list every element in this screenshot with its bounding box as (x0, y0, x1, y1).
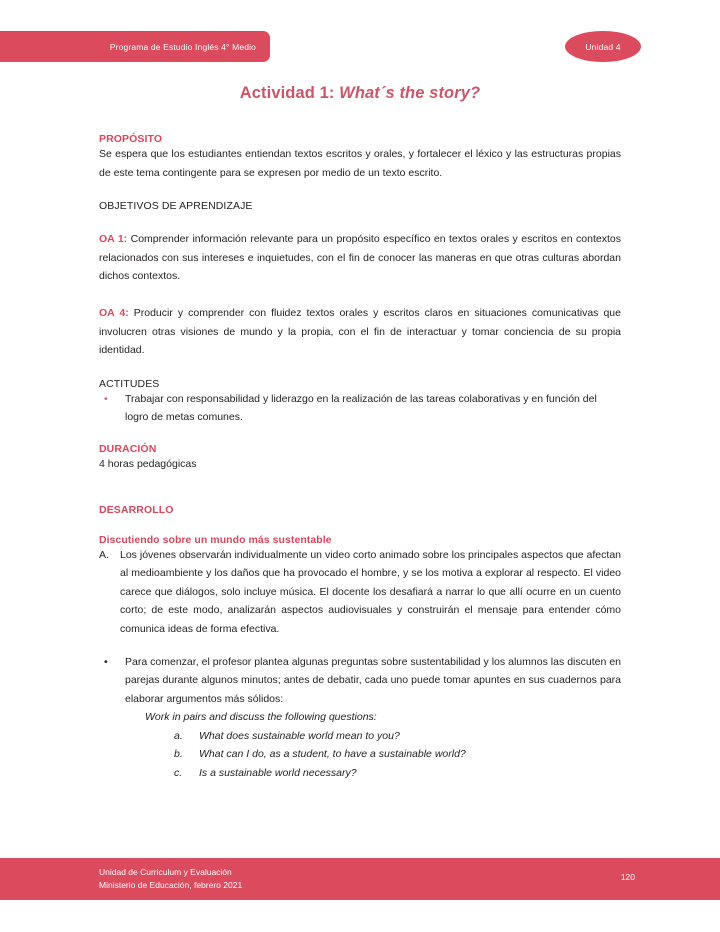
page-header (0, 0, 720, 70)
objetivo-item-oa1 (99, 230, 621, 286)
objetivo-item-oa4 (99, 304, 621, 360)
actitudes-list-item (99, 390, 621, 427)
item-bullet-text: Para comenzar, el profesor plantea algunas preguntas sobre sustentabilidad y los alumnos las discuten en parejas durante algunos minutos; antes de debatir, cada uno puede tomar apuntes en sus cuadernos para elaborar argumentos más sólidos: (125, 655, 621, 705)
footer-line-1: Unidad de Curriculum y Evaluación (99, 867, 232, 877)
section-label-desarrollo: DESARROLLO (99, 503, 174, 516)
unit-badge-label: Unidad 4 (585, 41, 621, 52)
question-item-b (174, 745, 621, 764)
question-b-text: What can I do, as a student, to have a sustainable world? (199, 748, 466, 761)
desarrollo-item-a (99, 546, 621, 639)
oa1-tag: OA 1: (99, 233, 128, 246)
question-c-text: Is a sustainable world necessary? (199, 767, 357, 780)
section-label-proposito: PROPÓSITO (99, 133, 163, 145)
footer-line-2: Ministerio de Educación, febrero 2021 (99, 879, 243, 890)
footer-credits (99, 866, 242, 891)
section-label-objetivos: OBJETIVOS DE APRENDIZAJE (99, 200, 253, 213)
section-label-actitudes: ACTITUDES (99, 377, 160, 390)
question-b-marker: b. (174, 748, 183, 761)
program-tab-label: Programa de Estudio Inglés 4° Medio (109, 41, 256, 52)
unit-badge (565, 31, 641, 62)
item-a-text: Los jóvenes observarán individualmente un video corto animado sobre los principales aspectos que afectan al medioambiente y los daños que ha provocado el hombre, y se los motiva a explorar al respecto. El video carece que diálogos, solo incluye música. El docente los desafiará a narrar lo que allí ocurre en un cuento corto; de este modo, analizarán aspectos audiovisuales y construirán el mensaje para entender cómo comunica ideas de forma efectiva. (120, 548, 621, 635)
item-a-marker: A. (99, 548, 109, 561)
page-footer (0, 858, 720, 900)
duracion-text: 4 horas pedagógicas (99, 457, 197, 470)
page-title-prefix: Actividad 1: (239, 84, 340, 102)
page-number: 120 (620, 872, 635, 882)
page-title-emphasis: What´s the story? (339, 84, 481, 102)
pair-work-instruction: Work in pairs and discuss the following questions: (145, 711, 377, 724)
page-title (99, 84, 621, 103)
program-tab (0, 31, 270, 62)
bullet-icon: • (104, 655, 108, 668)
desarrollo-subheading: Discutiendo sobre un mundo más sustentable (99, 533, 332, 546)
bullet-icon: • (104, 392, 108, 405)
question-a-marker: a. (174, 729, 183, 742)
question-c-marker: c. (174, 767, 183, 780)
oa4-tag: OA 4: (99, 306, 129, 319)
question-item-a (174, 727, 621, 746)
desarrollo-item-bullet (99, 653, 621, 709)
actitudes-item-text: Trabajar con responsabilidad y liderazgo en la realización de las tareas colaborativas y en función del logro de metas comunes. (125, 392, 597, 424)
oa1-text: Comprender información relevante para un propósito específico en textos orales y escritos en contextos relacionados con sus intereses e inquietudes, con el fin de conocer las maneras en que otras culturas abordan dichos contextos. (99, 233, 621, 283)
section-label-duracion: DURACIÓN (99, 442, 157, 455)
page-content (99, 70, 621, 783)
proposito-text: Se espera que los estudiantes entiendan textos escritos y orales, y fortalecer el léxico y las estructuras propias de este tema contingente para se expresen por medio de un texto escrito. (99, 148, 621, 179)
oa4-text: Producir y comprender con fluidez textos orales y escritos claros en situaciones comunicativas que involucren otras visiones de mundo y la propia, con el fin de interactuar y tomar conciencia de su propia identidad. (99, 306, 621, 357)
question-a-text: What does sustainable world mean to you? (199, 729, 400, 742)
question-item-c (174, 764, 621, 783)
